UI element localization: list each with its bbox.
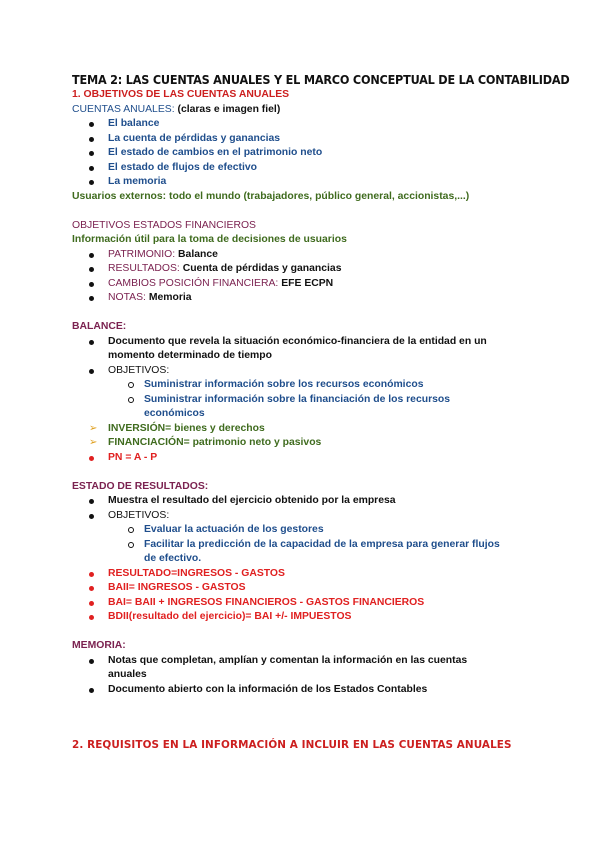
cuentas-anuales-list [72,117,560,190]
bullet-icon [89,175,101,191]
bullet-icon [89,335,101,351]
balance-list [72,335,560,466]
cuentas-anuales-note: (claras e imagen fiel) [177,103,281,115]
bullet-icon [89,364,101,380]
bullet-icon [89,262,101,278]
bullet-icon [89,509,101,525]
list-item: PN = A - P [72,451,560,466]
bullet-icon [89,494,101,510]
list-item: Suministrar información sobre la financiación de los recursos económicos [72,393,560,422]
estado-resultados-heading: ESTADO DE RESULTADOS: [72,480,209,492]
list-item: RESULTADOS: Cuenta de pérdidas y ganancias [72,262,560,277]
page-title: TEMA 2: LAS CUENTAS ANUALES Y EL MARCO CONCEPTUAL DE LA CONTABILIDAD [72,72,570,87]
list-item: La memoria [72,175,560,190]
memoria-heading: MEMORIA: [72,640,126,651]
list-item: El estado de flujos de efectivo [72,161,560,176]
circle-bullet-icon [128,538,134,554]
list-item: NOTAS: Memoria [72,291,560,306]
cuentas-anuales-label: CUENTAS ANUALES: [72,103,175,115]
list-item: BDII(resultado del ejercicio)= BAI +/- IMPUESTOS [72,610,560,625]
list-item: El balance [72,117,560,132]
memoria-list [72,654,560,698]
section-2-heading: 2. REQUISITOS EN LA INFORMACIÓN A INCLUIR EN LAS CUENTAS ANUALES [72,739,512,751]
bullet-icon [89,610,101,626]
list-item: CAMBIOS POSICIÓN FINANCIERA: EFE ECPN [72,277,560,292]
arrow-bullet-icon: ➢ [89,422,98,434]
bullet-icon [89,581,101,597]
bullet-icon [89,451,101,467]
list-item: Documento que revela la situación económico-financiera de la entidad en un momento determinado de tiempo [72,335,560,364]
list-item: ➢ FINANCIACIÓN= patrimonio neto y pasivos [72,436,560,451]
list-item: OBJETIVOS: [72,364,560,379]
list-item: Facilitar la predicción de la capacidad de la empresa para generar flujos de efectivo. [72,538,560,567]
list-item: El estado de cambios en el patrimonio neto [72,146,560,161]
bullet-icon [89,277,101,293]
bullet-icon [89,654,101,670]
informacion-util: Información útil para la toma de decisiones de usuarios [72,234,347,245]
bullet-icon [89,596,101,612]
list-item: PATRIMONIO: Balance [72,248,560,263]
bullet-icon [89,291,101,307]
list-item: RESULTADO=INGRESOS - GASTOS [72,567,560,582]
circle-bullet-icon [128,523,134,539]
list-item: BAI= BAII + INGRESOS FINANCIEROS - GASTOS FINANCIEROS [72,596,560,611]
balance-heading: BALANCE: [72,321,127,332]
objetivos-heading: OBJETIVOS ESTADOS FINANCIEROS [72,219,256,231]
list-item: BAII= INGRESOS - GASTOS [72,581,560,596]
list-item: Evaluar la actuación de los gestores [72,523,560,538]
arrow-bullet-icon: ➢ [89,437,98,448]
bullet-icon [89,146,101,162]
bullet-icon [89,161,101,177]
objetivos-list [72,248,560,306]
list-item: La cuenta de pérdidas y ganancias [72,132,560,147]
usuarios-externos: Usuarios externos: todo el mundo (trabajadores, público general, accionistas,...) [72,190,470,202]
bullet-icon [89,683,101,699]
section-1-heading: 1. OBJETIVOS DE LAS CUENTAS ANUALES [72,89,290,100]
cuentas-anuales-line [72,103,560,118]
circle-bullet-icon [128,378,134,394]
list-item: Suministrar información sobre los recursos económicos [72,378,560,393]
list-item: ➢ INVERSIÓN= bienes y derechos [72,422,560,437]
bullet-icon [89,567,101,583]
estado-resultados-list [72,494,560,625]
bullet-icon [89,248,101,264]
list-item: Muestra el resultado del ejercicio obtenido por la empresa [72,494,560,509]
bullet-icon [89,132,101,148]
circle-bullet-icon [128,393,134,409]
list-item: Notas que completan, amplían y comentan la información en las cuentas anuales [72,654,560,683]
bullet-icon [89,117,101,133]
list-item: Documento abierto con la información de los Estados Contables [72,683,560,698]
list-item: OBJETIVOS: [72,509,560,524]
